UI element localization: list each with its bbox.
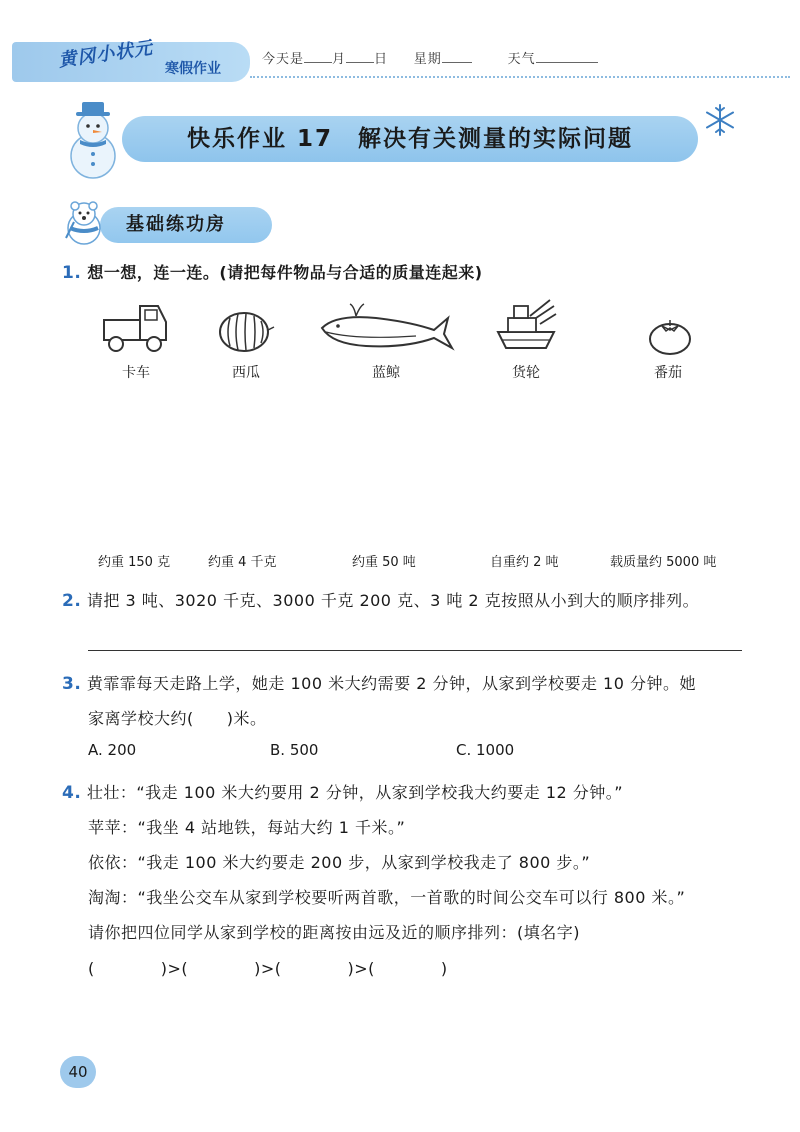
- date-day: 日: [374, 52, 389, 67]
- option-b[interactable]: B. 500: [270, 741, 319, 759]
- date-weekday: 星期: [413, 52, 442, 67]
- question-4-line-4: 淘淘：“我坐公交车从家到学校要听两首歌，一首歌的时间公交车可以行 800 米。”: [88, 888, 686, 907]
- brand-logo: 黄冈小状元: [57, 37, 155, 72]
- watermelon-icon: [216, 310, 276, 354]
- question-4-line-5: 请你把四位同学从家到学校的距离按由远及近的顺序排列：(填名字): [88, 923, 580, 942]
- date-line: [262, 48, 598, 67]
- date-prefix: 今天是: [262, 52, 305, 67]
- question-1-number: 1.: [62, 263, 82, 283]
- option-a[interactable]: A. 200: [88, 741, 137, 759]
- weight-option[interactable]: 自重约 2 吨: [490, 555, 559, 570]
- question-2: [62, 588, 699, 611]
- question-3-line-2: 家离学校大约( )米。: [88, 709, 267, 728]
- item-label-watermelon: 西瓜: [232, 365, 260, 381]
- question-1-text: 想一想，连一连。(请把每件物品与合适的质量连起来): [87, 263, 483, 282]
- question-4: [62, 780, 623, 803]
- question-4-answer-blanks[interactable]: ( )>( )>( )>( ): [88, 959, 448, 978]
- truck-icon: [100, 298, 172, 356]
- polar-bear-icon: [60, 198, 108, 248]
- option-c[interactable]: C. 1000: [456, 741, 515, 759]
- header-divider: [250, 76, 790, 78]
- weight-option[interactable]: 约重 50 吨: [352, 555, 416, 570]
- answer-line[interactable]: [88, 650, 742, 651]
- question-4-line-2: 苹苹：“我坐 4 站地铁，每站大约 1 千米。”: [88, 818, 406, 837]
- whale-icon: [316, 300, 456, 356]
- brand-subtitle: 寒假作业: [165, 61, 221, 77]
- item-label-tomato: 番茄: [654, 365, 682, 381]
- question-4-line-1: 壮壮：“我走 100 米大约要用 2 分钟，从家到学校我大约要走 12 分钟。”: [86, 783, 624, 802]
- question-3-line-1: 黄霏霏每天走路上学，她走 100 米大约需要 2 分钟，从家到学校要走 10 分钟。她: [86, 674, 696, 693]
- weight-option[interactable]: 载质量约 5000 吨: [610, 555, 717, 570]
- snowflake-icon: [702, 102, 738, 138]
- date-weather: 天气: [507, 52, 536, 67]
- question-1: [62, 260, 483, 283]
- question-4-number: 4.: [62, 783, 82, 803]
- item-label-whale: 蓝鲸: [372, 365, 400, 381]
- page-number: 40: [60, 1056, 96, 1088]
- date-month: 月: [332, 52, 347, 67]
- weight-option[interactable]: 约重 4 千克: [208, 555, 277, 570]
- cargo-ship-icon: [494, 294, 558, 354]
- tomato-icon: [646, 316, 694, 356]
- question-3-number: 3.: [62, 674, 82, 694]
- snowman-icon: [58, 96, 128, 182]
- section-title: 基础练功房: [126, 214, 226, 235]
- weight-option[interactable]: 约重 150 克: [98, 555, 171, 570]
- item-label-ship: 货轮: [512, 365, 540, 381]
- question-2-number: 2.: [62, 591, 82, 611]
- page-title: 快乐作业 17 解决有关测量的实际问题: [186, 126, 633, 152]
- question-4-line-3: 依依：“我走 100 米大约要走 200 步，从家到学校我走了 800 步。”: [88, 853, 591, 872]
- item-label-truck: 卡车: [122, 365, 150, 381]
- question-2-text: 请把 3 吨、3020 千克、3000 千克 200 克、3 吨 2 克按照从小到大的顺序排列。: [86, 591, 700, 610]
- question-3: [62, 671, 696, 694]
